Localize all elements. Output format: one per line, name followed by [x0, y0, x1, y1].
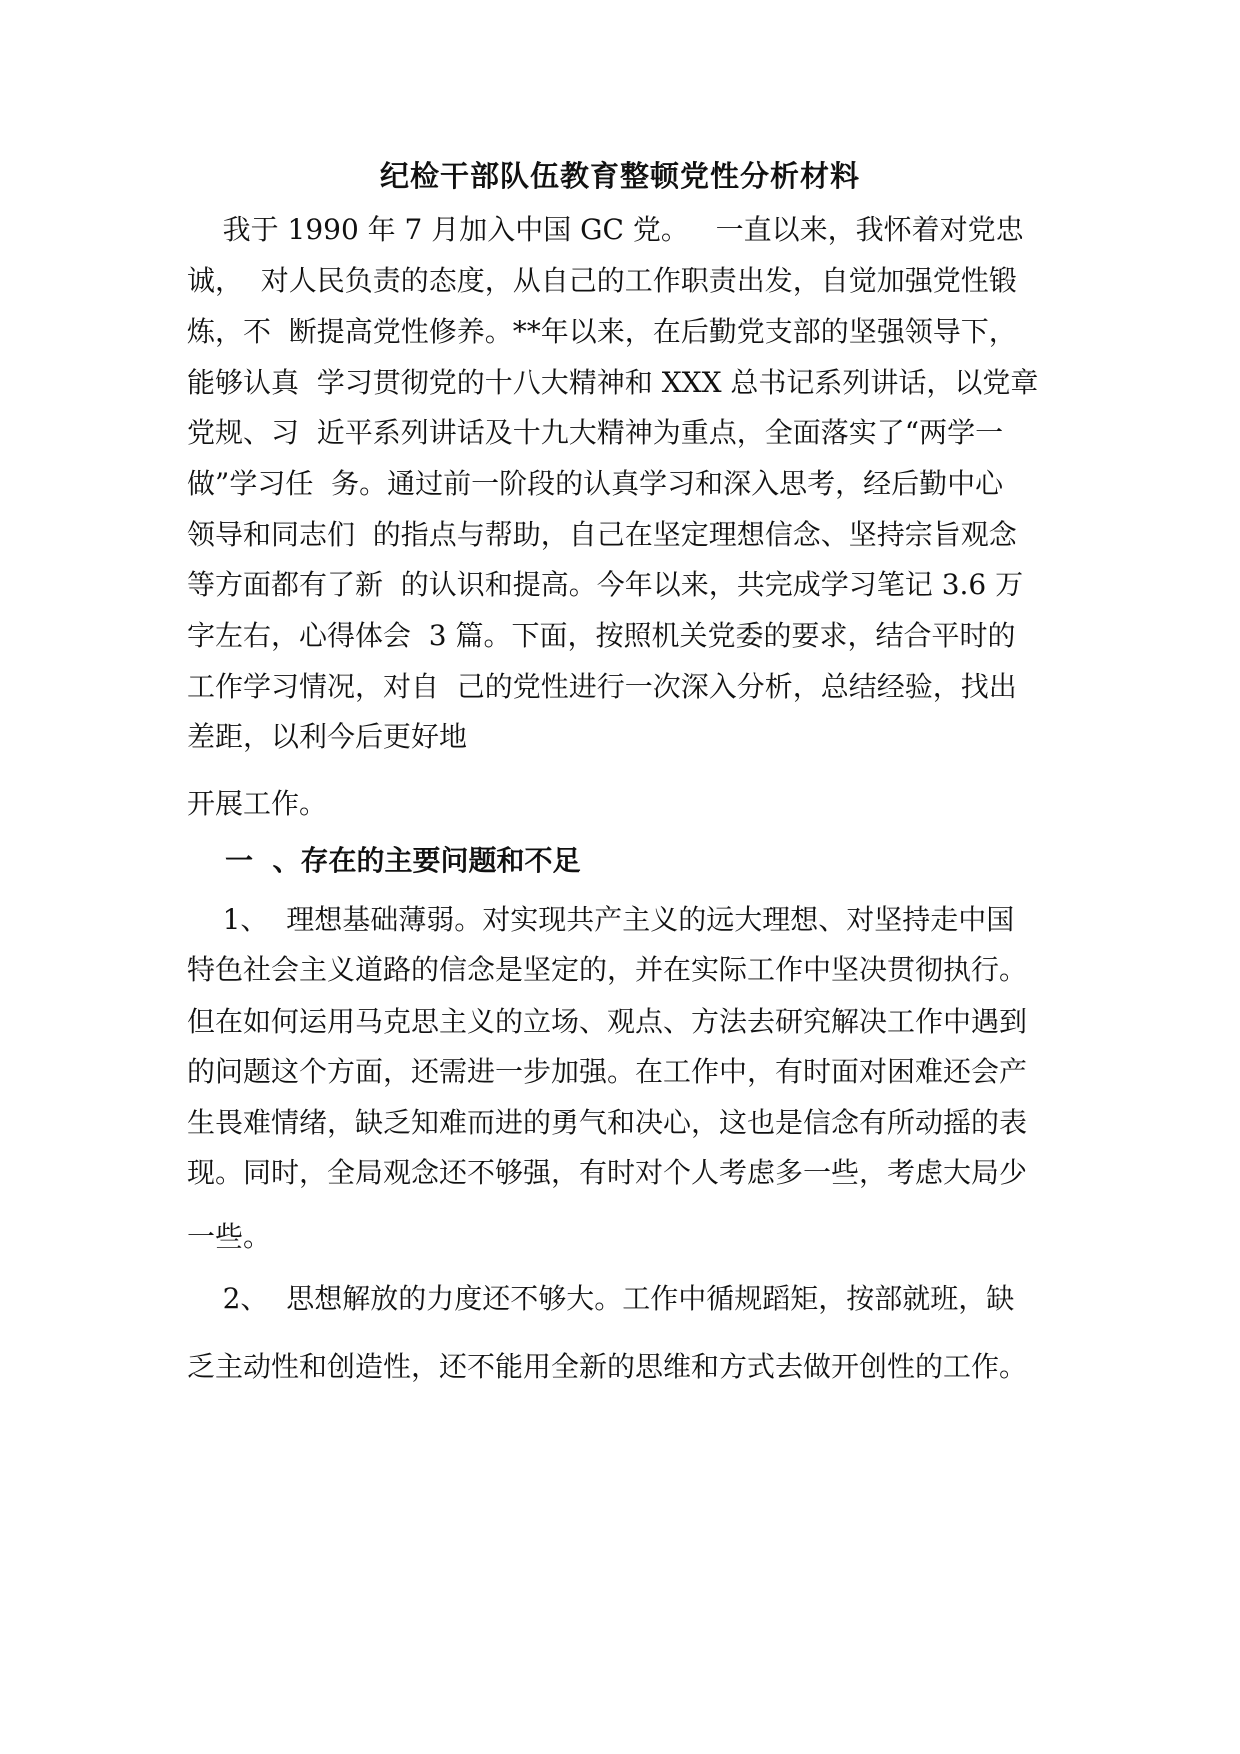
- intro-line: 字左右，心得体会 3 篇。下面，按照机关党委的要求，结合平时的: [187, 619, 1016, 652]
- document-title: 纪检干部队伍教育整顿党性分析材料: [379, 159, 860, 193]
- item1-line: 生畏难情绪，缺乏知难而进的勇气和决心，这也是信念有所动摇的表: [187, 1106, 1028, 1139]
- item2-line: 乏主动性和创造性，还不能用全新的思维和方式去做开创性的工作。: [187, 1350, 1028, 1383]
- item1-line: 现。同时，全局观念还不够强，有时对个人考虑多一些，考虑大局少: [187, 1156, 1028, 1189]
- intro-line: 能够认真 学习贯彻党的十八大精神和 XXX 总书记系列讲话，以党章: [187, 366, 1039, 399]
- section-heading: 一 、存在的主要问题和不足: [225, 844, 581, 877]
- item1-line: 1、 理想基础薄弱。对实现共产主义的远大理想、对坚持走中国: [187, 903, 1015, 936]
- item2-line: 2、 思想解放的力度还不够大。工作中循规蹈矩，按部就班，缺: [187, 1282, 1015, 1315]
- item1-line: 的问题这个方面，还需进一步加强。在工作中，有时面对困难还会产: [187, 1055, 1028, 1088]
- item1-line: 特色社会主义道路的信念是坚定的，并在实际工作中坚决贯彻执行。: [187, 953, 1028, 986]
- intro-line: 党规、习 近平系列讲话及十九大精神为重点，全面落实了“两学一: [187, 416, 1004, 449]
- intro-line: 工作学习情况，对自 己的党性进行一次深入分析，总结经验，找出: [187, 670, 1017, 703]
- intro-line: 诚， 对人民负责的态度，从自己的工作职责出发，自觉加强党性锻: [187, 264, 1017, 297]
- intro-line: 等方面都有了新 的认识和提高。今年以来，共完成学习笔记 3.6 万: [187, 568, 1024, 601]
- intro-line: 炼，不 断提高党性修养。**年以来，在后勤党支部的坚强领导下，: [187, 315, 1017, 348]
- intro-line: 领导和同志们 的指点与帮助，自己在坚定理想信念、坚持宗旨观念: [187, 518, 1017, 551]
- intro-tail-line: 开展工作。: [187, 787, 328, 820]
- item1-tail-line: 一些。: [187, 1220, 272, 1253]
- intro-line: 我于 1990 年 7 月加入中国 GC 党。 一直以来，我怀着对党忠: [187, 213, 1024, 246]
- item1-line: 但在如何运用马克思主义的立场、观点、方法去研究解决工作中遇到: [187, 1005, 1028, 1038]
- intro-line: 做”学习任 务。通过前一阶段的认真学习和深入思考，经后勤中心: [187, 467, 1004, 500]
- intro-line: 差距，以利今后更好地: [187, 720, 468, 753]
